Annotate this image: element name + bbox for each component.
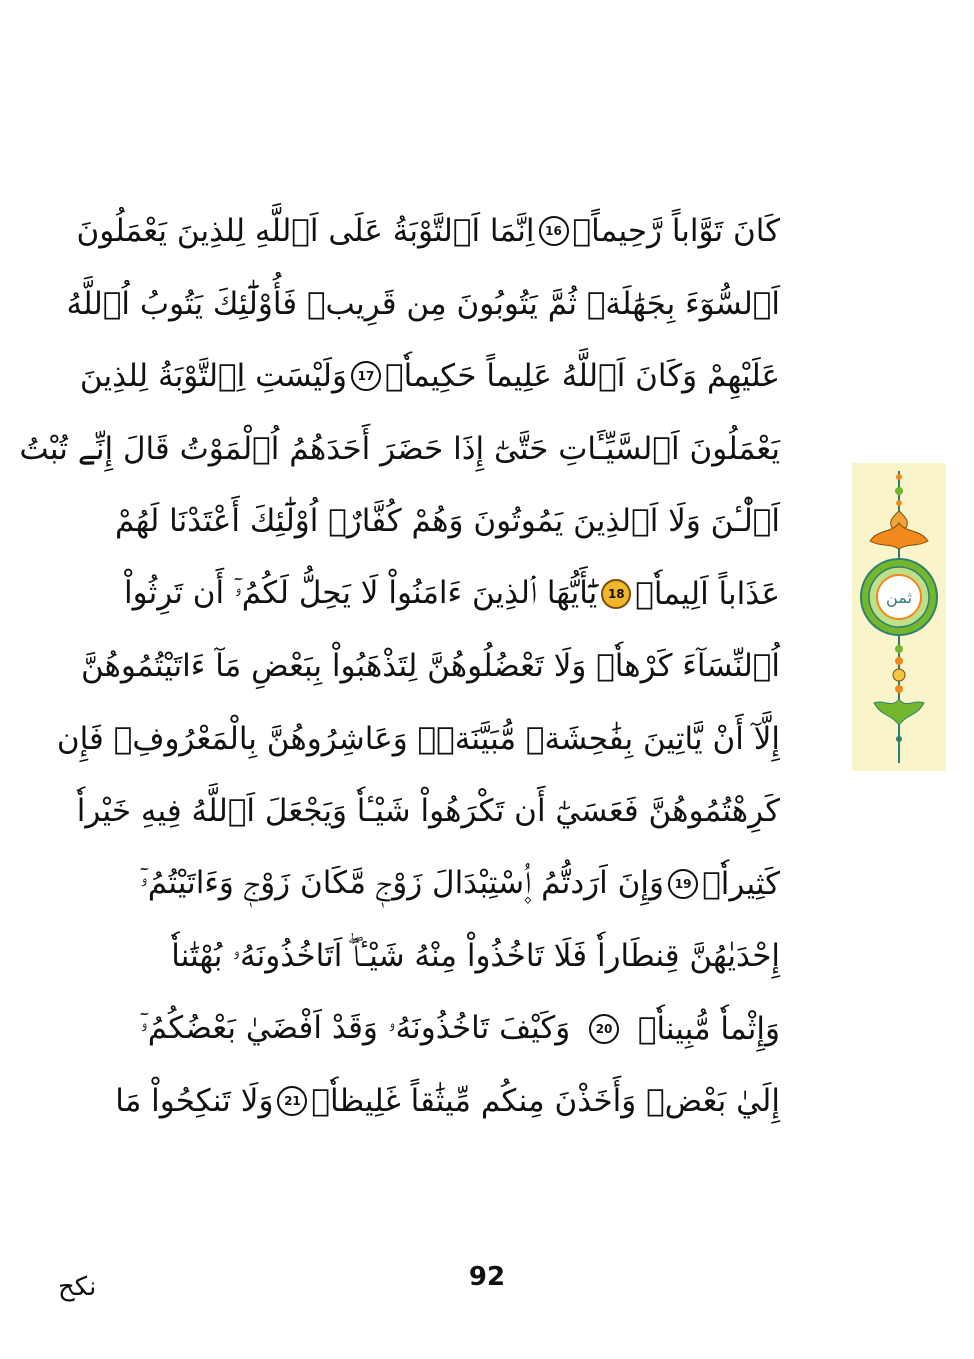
verse-text: إِلَيٰ بَعْضٖ وَأَخَذْنَ مِنكُم مِّيثَٰقاً غَلِيظاٗۖ — [311, 1083, 780, 1120]
verse-text: كَثِيراٗۖ — [702, 865, 780, 902]
mushaf-line — [76, 195, 780, 268]
mushaf-line — [114, 485, 780, 558]
ayah-number-marker: 17 — [351, 361, 381, 391]
verse-text: عَلَيْهِمْ وَكَانَ اَ۬للَّهُ عَلِيماً حَكِيماٗۖ — [384, 358, 780, 395]
hizb-margin-ornament — [852, 463, 946, 771]
ayah-number-marker-hizb: 18 — [601, 579, 631, 609]
verse-text: اَ۬لسُّوٓءَ بِجَهَٰلَةٖ ثُمَّ يَتُوبُونَ مِن قَرِيبٖ فَأُوْلَٰٓئِكَ يَتُوبُ اُ۬للَّهُ — [66, 285, 780, 322]
verse-text: إِحْدَيٰهُنَّ قِنطَاراٗ فَلَا تَاخُذُواْ مِنْهُ شَيْـٔاًۖ اَتَاخُذُونَهُۥ بُهْتَٰناٗ — [171, 937, 780, 974]
verse-text: عَذَاباً اَلِيماٗۖ — [635, 575, 780, 612]
verse-text: وَلَيْسَتِ اِ۬لتَّوْبَةُ لِلذِينَ — [79, 358, 347, 395]
ayah-number-marker: 16 — [539, 216, 569, 246]
verse-text: إِلَّآ أَنْ يَّاتِينَ بِفَٰحِشَةٖ مُّبَيَّنَةٖۖ وَعَاشِرُوهُنَّ بِالْمَعْرُوفِۖ فَإِن — [56, 720, 780, 757]
mushaf-line — [19, 413, 780, 486]
verse-text: كَرِهْتُمُوهُنَّ فَعَسَيٰٓ أَن تَكْرَهُواْ شَيْـٔاٗ وَيَجْعَلَ اَ۬للَّهُ فِيهِ خَيْراٗ — [76, 793, 780, 830]
mushaf-line — [66, 268, 780, 341]
verse-text: يَعْمَلُونَ اَ۬لسَّيِّـَٔاتِ حَتَّىٰٓ إِذَا حَضَرَ أَحَدَهُمُ اُ۬لْمَوْتُ قَالَ إِنِّے تُبْتُ — [19, 430, 780, 467]
verse-text: وَكَيْفَ تَاخُذُونَهُۥ وَقَدْ اَفْضَيٰ بَعْضُكُمُۥٓ — [140, 1010, 571, 1047]
mushaf-line — [76, 775, 780, 848]
catchword: نكح — [58, 1272, 97, 1302]
mushaf-line — [140, 993, 780, 1066]
mushaf-line — [123, 558, 780, 631]
verse-text: وَإِثْماٗ مُّبِيناٗۖ — [637, 1010, 780, 1047]
mushaf-text-block — [19, 195, 780, 1138]
verse-text: اِنَّمَا اَ۬لتَّوْبَةُ عَلَى اَ۬للَّهِ لِلذِينَ يَعْمَلُونَ — [76, 213, 535, 250]
ayah-number-marker: 19 — [668, 869, 698, 899]
verse-text: اَ۬لْٰـٔنَ وَلَا اَ۬لذِينَ يَمُوتُونَ وَهُمْ كُفَّارٌۖ اُوْلَٰٓئِكَ أَعْتَدْنَا لَهُمْ — [114, 503, 780, 540]
mushaf-line — [79, 340, 780, 413]
hizb-ornament-icon — [852, 463, 946, 771]
mushaf-line — [80, 630, 780, 703]
svg-text:ثمن: ثمن — [886, 588, 912, 607]
verse-text: وَلَا تَنكِحُواْ مَا — [115, 1083, 274, 1120]
mushaf-line — [56, 703, 780, 776]
page-number: 92 — [468, 1262, 506, 1292]
ayah-number-marker: 20 — [589, 1014, 619, 1044]
verse-text: اُ۬لنِّسَآءَ كَرْهاٗۖ وَلَا تَعْضُلُوهُنَّ لِتَذْهَبُواْ بِبَعْضِ مَآ ءَاتَيْتُمُوهُنَّ — [80, 648, 780, 685]
verse-text: يَٰٓأَيُّهَا اَ۬لذِينَ ءَامَنُواْ لَا يَحِلُّ لَكُمُۥٓ أَن تَرِثُواْ — [123, 575, 598, 612]
mushaf-line — [140, 920, 780, 993]
verse-text: وَإِنَ اَرَدتُّمُ اُ۪سْتِبْدَالَ زَوْجٖ مَّكَانَ زَوْجٖ وَءَاتَيْتُمُۥٓ — [140, 865, 664, 902]
mushaf-line — [140, 848, 780, 921]
mushaf-line — [115, 1065, 780, 1138]
ayah-number-marker: 21 — [277, 1086, 307, 1116]
verse-text: كَانَ تَوَّاباً رَّحِيماًۖ — [572, 213, 780, 250]
